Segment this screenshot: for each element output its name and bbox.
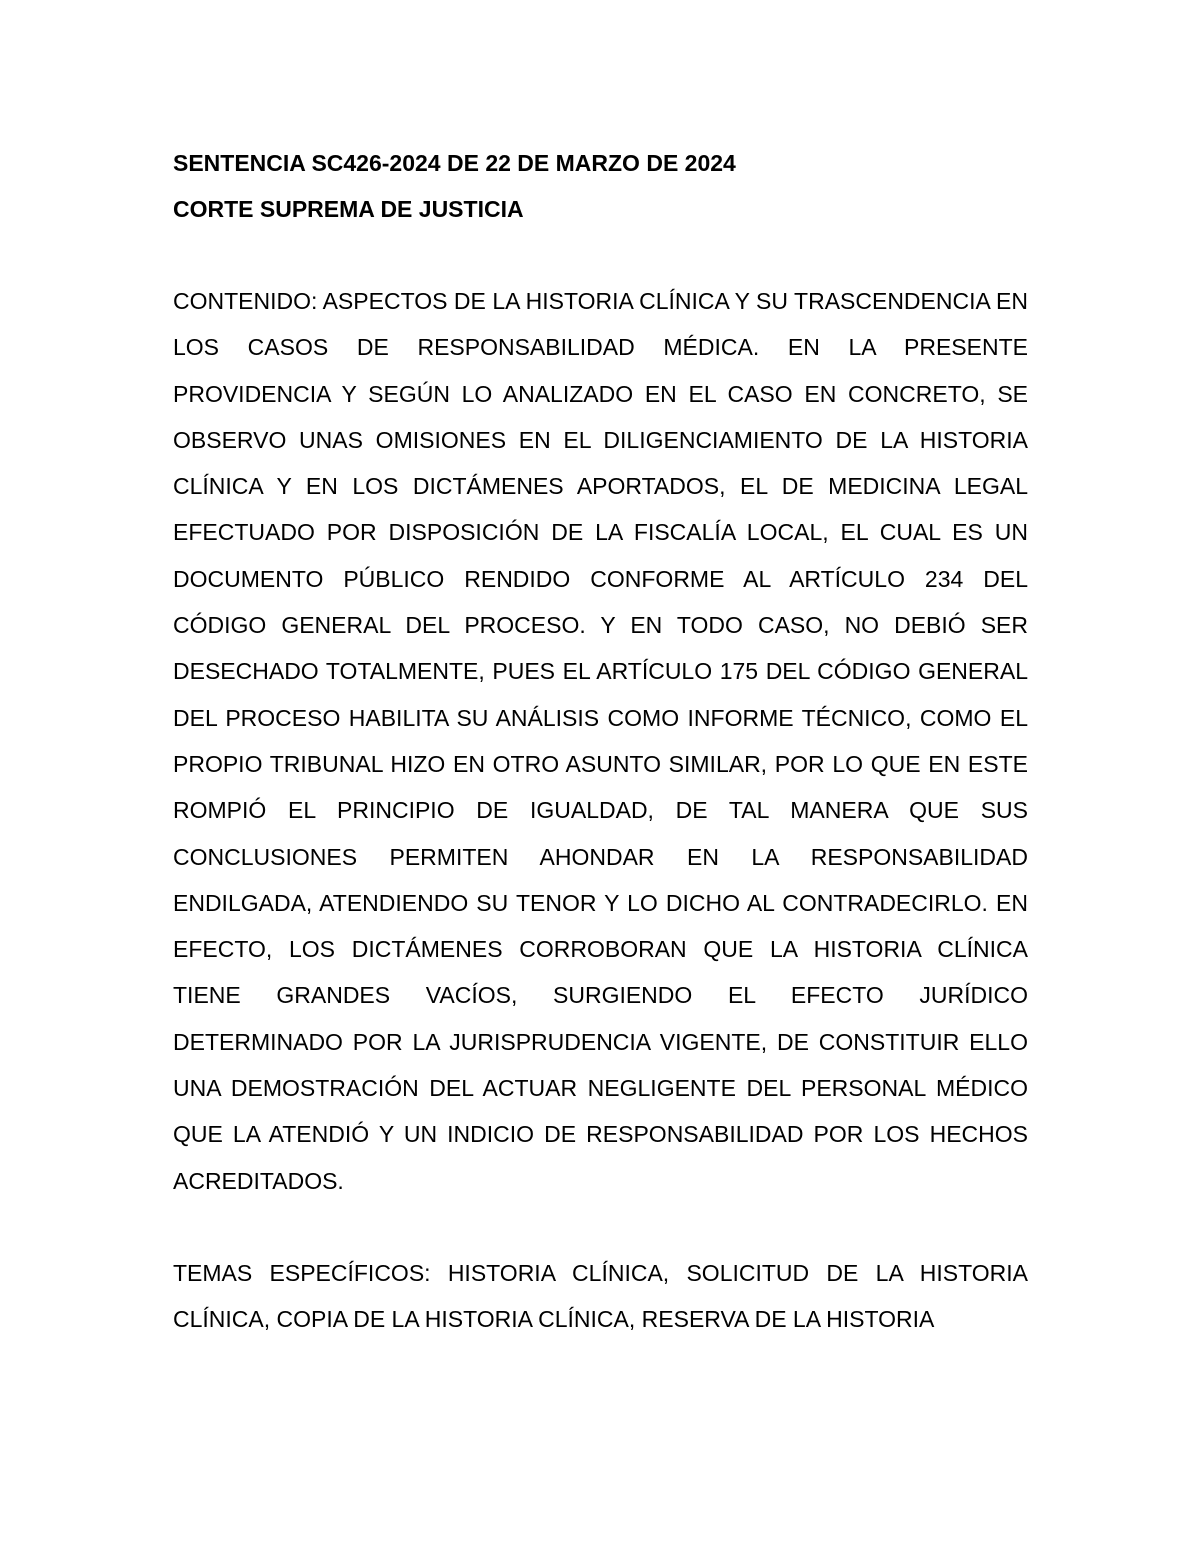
spacer: [173, 1204, 1028, 1250]
temas-paragraph: TEMAS ESPECÍFICOS: HISTORIA CLÍNICA, SOLICITUD DE LA HISTORIA CLÍNICA, COPIA DE LA HISTORIA CLÍNICA, RESERVA DE LA HISTORIA: [173, 1259, 1028, 1333]
court-name: CORTE SUPREMA DE JUSTICIA: [173, 196, 524, 222]
contenido-paragraph: CONTENIDO: ASPECTOS DE LA HISTORIA CLÍNICA Y SU TRASCENDENCIA EN LOS CASOS DE RESPONSABILIDAD MÉDICA. EN LA PRESENTE PROVIDENCIA Y SEGÚN LO ANALIZADO EN EL CASO EN CONCRETO, SE OBSERVO UNAS OMISIONES EN EL DILIGENCIAMIENTO DE LA HISTORIA CLÍNICA Y EN LOS DICTÁMENES APORTADOS, EL DE MEDICINA LEGAL EFECTUADO POR DISPOSICIÓN DE LA FISCALÍA LOCAL, EL CUAL ES UN DOCUMENTO PÚBLICO RENDIDO CONFORME AL ARTÍCULO 234 DEL CÓDIGO GENERAL DEL PROCESO. Y EN TODO CASO, NO DEBIÓ SER DESECHADO TOTALMENTE, PUES EL ARTÍCULO 175 DEL CÓDIGO GENERAL DEL PROCESO HABILITA SU ANÁLISIS COMO INFORME TÉCNICO, COMO EL PROPIO TRIBUNAL HIZO EN OTRO ASUNTO SIMILAR, POR LO QUE EN ESTE ROMPIÓ EL PRINCIPIO DE IGUALDAD, DE TAL MANERA QUE SUS CONCLUSIONES PERMITEN AHONDAR EN LA RESPONSABILIDAD ENDILGADA, ATENDIENDO SU TENOR Y LO DICHO AL CONTRADECIRLO. EN EFECTO, LOS DICTÁMENES CORROBORAN QUE LA HISTORIA CLÍNICA TIENE GRANDES VACÍOS, SURGIENDO EL EFECTO JURÍDICO DETERMINADO POR LA JURISPRUDENCIA VIGENTE, DE CONSTITUIR ELLO UNA DEMOSTRACIÓN DEL ACTUAR NEGLIGENTE DEL PERSONAL MÉDICO QUE LA ATENDIÓ Y UN INDICIO DE RESPONSABILIDAD POR LOS HECHOS ACREDITADOS.: [173, 288, 1028, 1194]
document-title: SENTENCIA SC426-2024 DE 22 DE MARZO DE 2024: [173, 150, 736, 176]
spacer: [173, 232, 1028, 278]
document-body: [173, 140, 1028, 1343]
